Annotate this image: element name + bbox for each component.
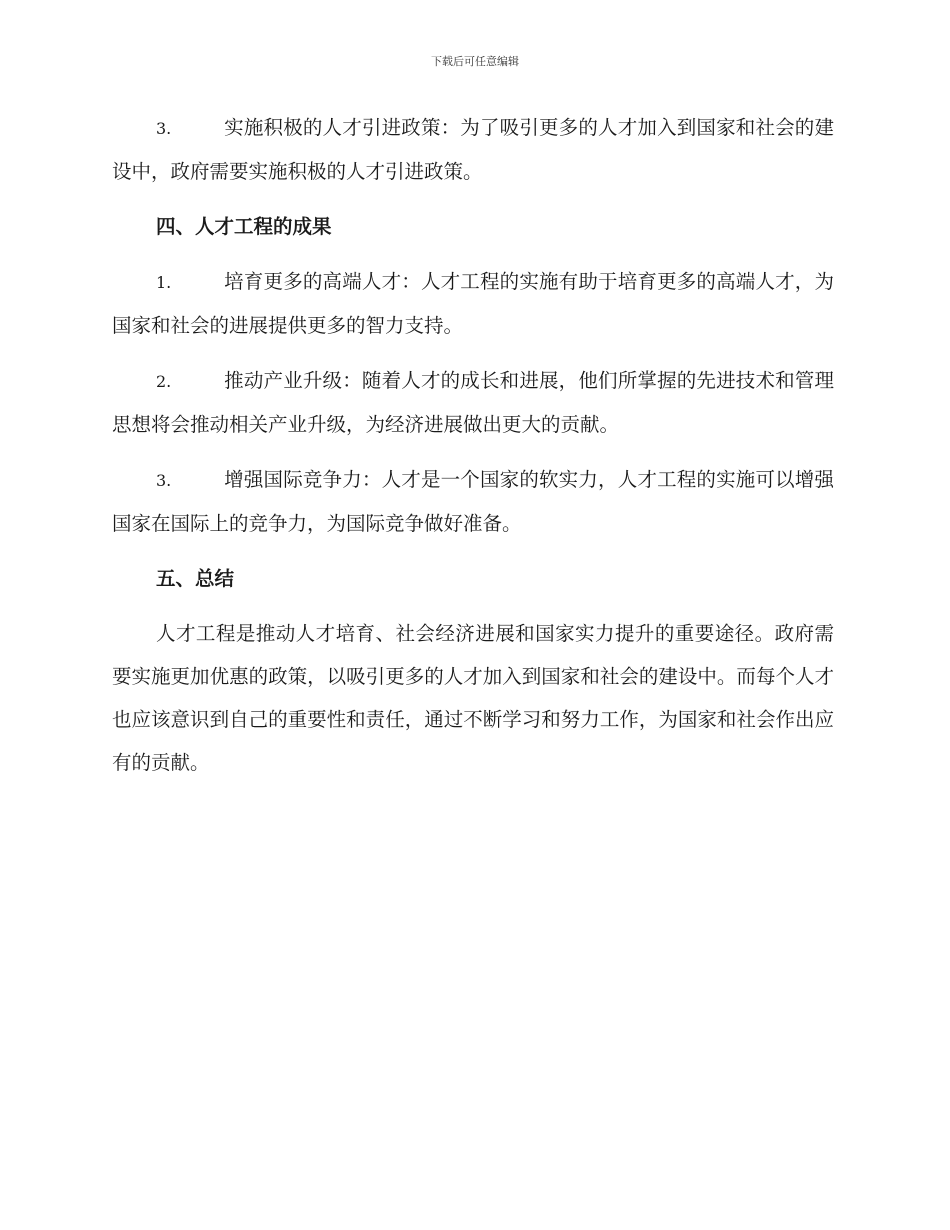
list-number: 3. <box>156 119 172 138</box>
list-number: 1. <box>156 273 172 292</box>
list-number: 3. <box>156 471 172 490</box>
summary-paragraph: 人才工程是推动人才培育、社会经济进展和国家实力提升的重要途径。政府需要实施更加优惠的政策，以吸引更多的人才加入到国家和社会的建设中。而每个人才也应该意识到自己的重要性和责任，通过不断学习和努力工作，为国家和社会作出应有的贡献。 <box>112 622 834 774</box>
list-item-text: 实施积极的人才引进政策：为了吸引更多的人才加入到国家和社会的建设中，政府需要实施积极的人才引进政策。 <box>112 116 834 183</box>
document-body <box>112 106 834 796</box>
list-item-text: 培育更多的高端人才：人才工程的实施有助于培育更多的高端人才，为国家和社会的进展提供更多的智力支持。 <box>112 270 834 337</box>
section-heading-summary: 五、总结 <box>156 567 235 590</box>
list-item-text: 推动产业升级：随着人才的成长和进展，他们所掌握的先进技术和管理思想将会推动相关产业升级，为经济进展做出更大的贡献。 <box>112 369 834 436</box>
list-item-industry-upgrade <box>112 359 834 446</box>
list-item-international-competitiveness <box>112 458 834 545</box>
list-item-high-end-talent <box>112 260 834 347</box>
section-heading-results: 四、人才工程的成果 <box>156 215 332 238</box>
list-number: 2. <box>156 372 172 391</box>
page-header: 下载后可任意编辑 <box>431 55 519 68</box>
list-item-talent-introduction <box>112 106 834 193</box>
list-item-text: 增强国际竞争力：人才是一个国家的软实力，人才工程的实施可以增强国家在国际上的竞争力，为国际竞争做好准备。 <box>112 468 834 535</box>
